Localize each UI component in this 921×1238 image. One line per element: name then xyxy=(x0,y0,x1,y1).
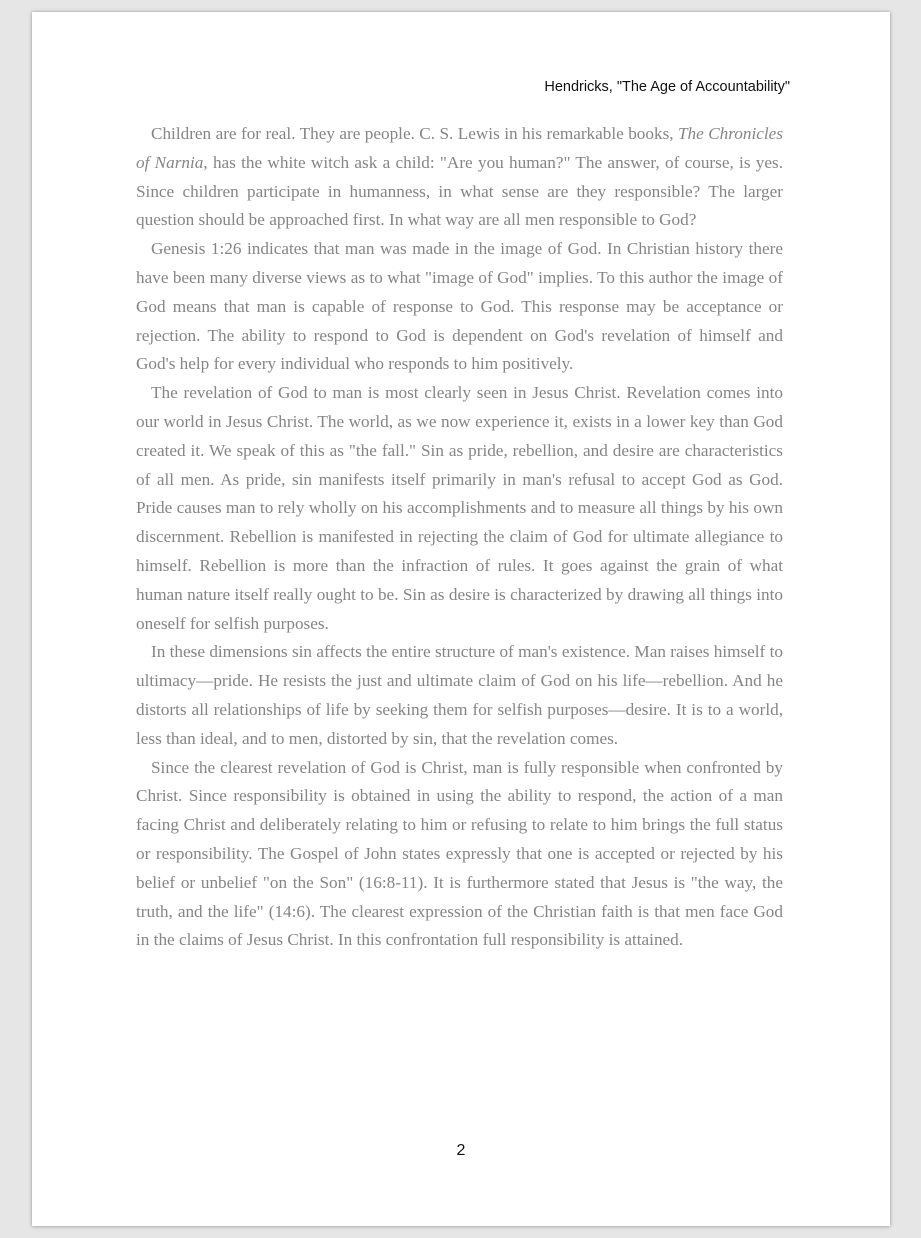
book-title-italic: The Chronicles of Narnia xyxy=(136,124,783,172)
running-header: Hendricks, "The Age of Accountability" xyxy=(544,79,790,95)
paragraph-1-text-a: Children are for real. They are people. C. S. Lewis in his remarkable books, xyxy=(151,124,678,143)
paragraph-2: Genesis 1:26 indicates that man was made in the image of God. In Christian history there have been many diverse views as to what "image of God" implies. To this author the image of God means that man is capable of response to God. This response may be acceptance or rejection. The ability to respond to God is dependent on God's revelation of himself and God's help for every individual who responds to him positively. xyxy=(136,239,783,374)
paragraph-4: In these dimensions sin affects the entire structure of man's existence. Man raises himself to ultimacy—pride. He resists the just and ultimate claim of God on his life—rebellion. And he distorts all relationships of life by seeking them for selfish purposes—desire. It is to a world, less than ideal, and to men, distorted by sin, that the revelation comes. xyxy=(136,642,783,748)
paragraph-5: Since the clearest revelation of God is Christ, man is fully responsible when confronted by Christ. Since responsibility is obtained in using the ability to respond, the action of a man facing Christ and deliberately relating to him or refusing to relate to him brings the full status or responsibility. The Gospel of John states expressly that one is accepted or rejected by his belief or unbelief "on the Son" (16:8-11). It is furthermore stated that Jesus is "the way, the truth, and the life" (14:6). The clearest expression of the Christian faith is that men face God in the claims of Jesus Christ. In this confrontation full responsibility is attained. xyxy=(136,757,783,950)
document-page xyxy=(32,12,890,1226)
paragraph-1-text-b: , has the white witch ask a child: "Are you human?" The answer, of course, is yes. Since children participate in humanness, in what sense are they responsible? The larger question should be approached first. In what way are all men responsible to God? xyxy=(136,152,783,230)
paragraph-1 xyxy=(136,120,783,235)
body-text xyxy=(136,120,783,955)
paragraph-3: The revelation of God to man is most clearly seen in Jesus Christ. Revelation comes into our world in Jesus Christ. The world, as we now experience it, exists in a lower key than God created it. We speak of this as "the fall." Sin as pride, rebellion, and desire are characteristics of all men. As pride, sin manifests itself primarily in man's refusal to accept God as God. Pride causes man to rely wholly on his accomplishments and to measure all things by his own discernment. Rebellion is manifested in rejecting the claim of God for ultimate allegiance to himself. Rebellion is more than the infraction of rules. It goes against the grain of what human nature itself really ought to be. Sin as desire is characterized by drawing all things into oneself for selfish purposes. xyxy=(136,383,783,633)
page-number: 2 xyxy=(456,1142,466,1159)
